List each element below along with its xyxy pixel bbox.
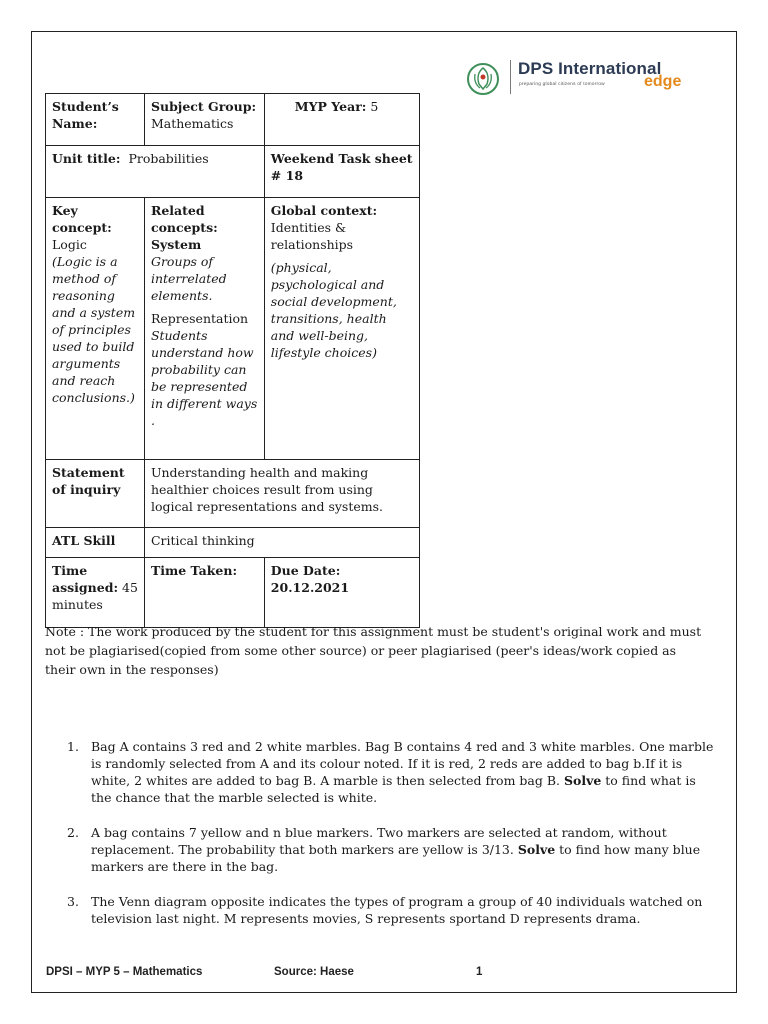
myp-year-value: 5: [370, 99, 379, 114]
student-name-cell: [46, 94, 145, 146]
subject-group-cell: [144, 94, 264, 146]
footer-source: Source: Haese: [274, 966, 354, 978]
atl-value-cell: [144, 528, 419, 558]
statement-value-cell: [144, 460, 419, 528]
student-name-label: Student’s Name:: [52, 99, 119, 131]
due-date-value: 20.12.2021: [270, 580, 350, 595]
question-number: 2.: [67, 825, 79, 840]
atl-label: ATL Skill: [52, 533, 116, 548]
logo-divider: [510, 60, 511, 94]
unit-title-value: Probabilities: [128, 151, 209, 166]
subject-group-value: Mathematics: [150, 116, 234, 131]
unit-title-cell: [46, 146, 265, 198]
due-date-cell: [264, 558, 419, 628]
related-concepts-label: Related concepts:: [150, 203, 218, 235]
related-representation-label: Representation: [150, 311, 249, 326]
global-context-value: Identities & relationships: [270, 220, 354, 252]
related-system-label: System: [150, 237, 202, 252]
task-sheet-label: Weekend Task sheet # 18: [270, 151, 413, 183]
key-concept-cell: [46, 198, 145, 460]
question-text: The Venn diagram opposite indicates the types of program a group of 40 individuals watched on television last night. M represents movies, S represents sportand D represents drama.: [91, 894, 703, 926]
question-list: [67, 738, 717, 945]
question-item: [67, 893, 717, 927]
logo-brand-name: DPS International: [518, 59, 662, 78]
time-assigned-value: 45 minutes: [52, 580, 138, 612]
question-text: Bag A contains 3 red and 2 white marbles. Bag B contains 4 red and 3 white marbles. One marble is randomly selected from A and its colour noted. If it is red, 2 reds are added to bag b.If it is white, 2 whites are added to bag B. A marble is then selected from bag B.: [91, 739, 714, 788]
time-taken-label: Time Taken:: [150, 563, 238, 578]
task-sheet-cell: [264, 146, 419, 198]
global-context-cell: [264, 198, 419, 460]
task-info-table: [45, 93, 420, 628]
global-context-description: (physical, psychological and social development, transitions, health and well-being, lifestyle choices): [270, 260, 397, 360]
footer-course: DPSI – MYP 5 – Mathematics: [46, 966, 203, 978]
question-number: 3.: [67, 894, 79, 909]
key-concept-description: (Logic is a method of reasoning and a system of principles used to build arguments and reach conclusions.): [52, 254, 136, 405]
question-item: [67, 824, 717, 875]
time-assigned-cell: [46, 558, 145, 628]
related-system-description: Groups of interrelated elements.: [150, 254, 227, 303]
due-date-label: Due Date:: [270, 563, 341, 578]
question-text: A bag contains 7 yellow and n blue markers. Two markers are selected at random, without replacement. The probability that both markers are yellow is 3/13.: [91, 825, 667, 857]
footer-page-number: 1: [476, 966, 483, 978]
subject-group-label: Subject Group:: [150, 99, 257, 114]
question-verb: Solve: [517, 842, 556, 857]
statement-label: Statement of inquiry: [52, 465, 125, 497]
time-taken-cell: [144, 558, 264, 628]
time-assigned-label: Time assigned:: [52, 563, 119, 595]
unit-title-label: Unit title:: [52, 151, 121, 166]
question-text-end: to find how many blue markers are there in the bag.: [91, 842, 701, 874]
question-item: [67, 738, 717, 806]
plagiarism-note: Note : The work produced by the student for this assignment must be student's original work and must not be plagiarised(copied from some other source) or peer plagiarised (peer's ideas/work copied as their own in the responses): [45, 624, 702, 677]
related-representation-description: Students understand how probability can be represented in different ways .: [150, 328, 258, 428]
statement-label-cell: [46, 460, 145, 528]
atl-label-cell: [46, 528, 145, 558]
logo-edge-word: edge: [644, 73, 682, 90]
question-verb: Solve: [563, 773, 602, 788]
global-context-label: Global context:: [270, 203, 378, 218]
myp-year-label: MYP Year:: [294, 99, 367, 114]
school-emblem-icon: [466, 62, 500, 96]
logo-tagline: preparing global citizens of tomorrow: [519, 82, 605, 87]
atl-value: Critical thinking: [150, 533, 255, 548]
key-concept-value: Logic: [52, 237, 87, 252]
statement-value: Understanding health and making healthier choices result from using logical representations and systems.: [150, 465, 384, 514]
myp-year-cell: [264, 94, 419, 146]
related-concepts-cell: [144, 198, 264, 460]
school-logo: [462, 56, 702, 102]
question-number: 1.: [67, 739, 79, 754]
key-concept-label: Key concept:: [52, 203, 112, 235]
question-text-end: to find what is the chance that the marble selected is white.: [91, 773, 696, 805]
